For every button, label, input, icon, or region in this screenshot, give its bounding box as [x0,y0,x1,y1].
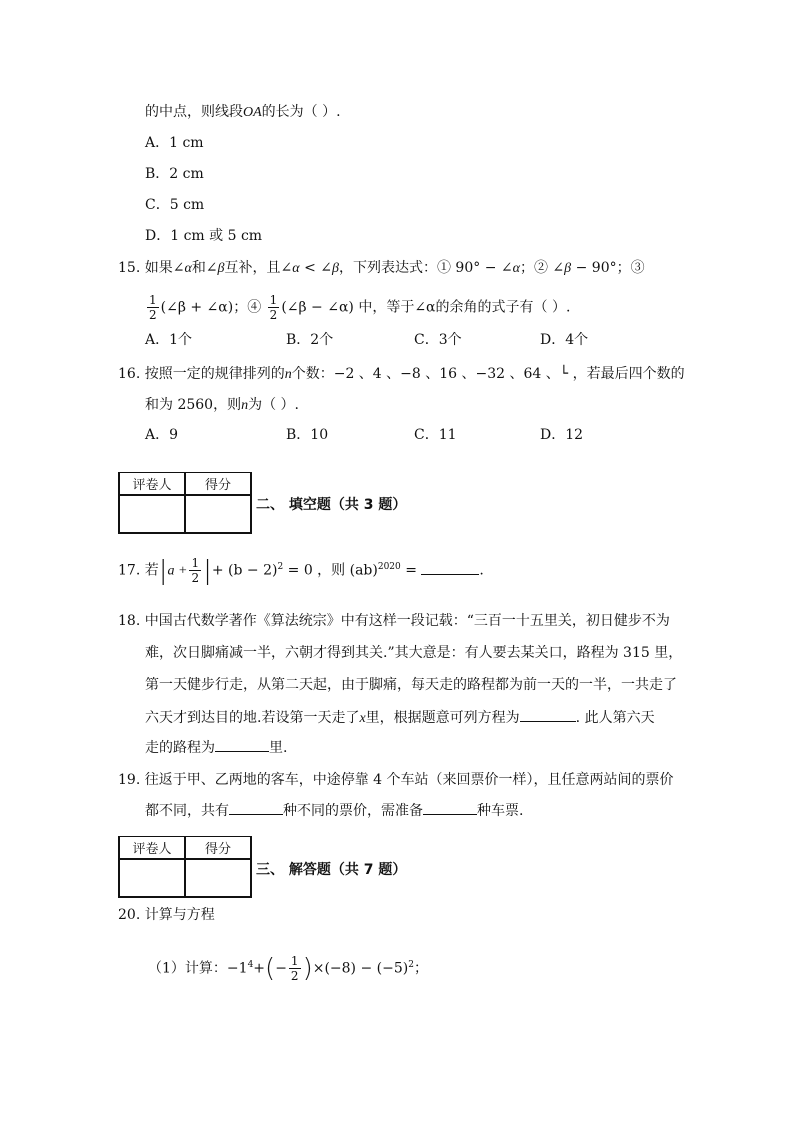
q15-line1: 15. 如果∠α和∠β互补，且∠α < ∠β，下列表达式：① 90° − ∠α；② ∠β − 90°；③ [118,260,645,276]
q20-part1: （1）计算：$-1^4+(-$ $\frac{1}{2}$ )$\times(-8) - (-5)^2$； [148,953,428,984]
score-cell [185,859,251,897]
section-title: 三、 解答题（共 7 题） [256,862,407,878]
q15-option-b: B．2个 [286,332,334,348]
score-table [118,836,252,898]
q14-option-c: C．5 cm [145,197,205,213]
q18-line3: 第一天健步行走，从第二天起，由于脚痛，每天走的路程都为前一天的一半，一共走了 [145,677,677,693]
q20-line1: 20. 计算与方程 [118,907,215,923]
q17-line: 17. 若|a + $\frac{1}{2}$ |+ $(b - 2)^2 = 0$ ，则 (ab)$^{2020}$ = . [118,555,484,586]
fraction: $\frac{1}{2}$ [269,293,278,322]
grader-header: 评卷人 [119,473,185,496]
answer-blank[interactable] [520,707,576,722]
q14-option-d: D．1 cm 或 5 cm [145,228,263,244]
q16-line2: 和为 2560，则n为（ ）. [145,397,299,413]
q18-line4: 六天才到达目的地.若设第一天走了x里，根据题意可列方程为 . 此人第六天 [145,707,655,729]
score-header: 得分 [185,473,251,496]
q19-line2: 都不同，共有 种不同的票价，需准备 种车票. [145,800,523,821]
q19-line1: 19. 往返于甲、乙两地的客车，中途停靠 4 个车站（来回票价一样），且任意两站间的票价 [118,772,674,788]
q18-line5: 走的路程为 里. [145,737,287,758]
q15-option-a: A．1个 [145,332,193,348]
q16-option-c: C．11 [414,427,457,443]
answer-blank[interactable] [421,560,479,575]
q18-line1: 18. 中国古代数学著作《算法统宗》中有这样一段记载：“三百一十五里关，初日健步不为 [118,613,670,629]
q15-option-c: C．3个 [414,332,462,348]
q15-line2: $\frac{1}{2}$ (∠β + ∠α)；④ $\frac{1}{2}$ (∠β − ∠α) 中，等于∠α的余角的式子有（ ）. [149,293,571,322]
q14-option-a: A．1 cm [145,135,204,151]
answer-blank[interactable] [215,737,269,752]
q16-line1: 16. 按照一定的规律排列的n个数：−2 、4 、−8 、16 、−32 、64 、└ ，若最后四个数的 [118,366,685,382]
answer-blank[interactable] [229,800,283,815]
q16-option-a: A．9 [145,427,179,443]
grader-header: 评卷人 [119,837,185,860]
q15-option-d: D．4个 [540,332,589,348]
fraction: $\frac{1}{2}$ [149,293,157,322]
fraction: $\frac{1}{2}$ [290,954,299,984]
grader-cell [119,495,185,533]
q16-option-d: D．12 [540,427,584,443]
q16-option-b: B．10 [286,427,329,443]
fraction: $\frac{1}{2}$ [191,556,200,586]
score-header: 得分 [185,837,251,860]
q14-option-b: B．2 cm [145,166,204,182]
q14-line: 的中点，则线段OA的长为（ ）. [145,104,341,120]
q18-line2: 难，次日脚痛减一半，六朝才得到其关.”其大意是：有人要去某关口，路程为 315 里， [145,645,683,661]
score-table [118,472,252,534]
grader-cell [119,859,185,897]
answer-blank[interactable] [423,800,477,815]
score-cell [185,495,251,533]
section-title: 二、 填空题（共 3 题） [256,497,407,513]
